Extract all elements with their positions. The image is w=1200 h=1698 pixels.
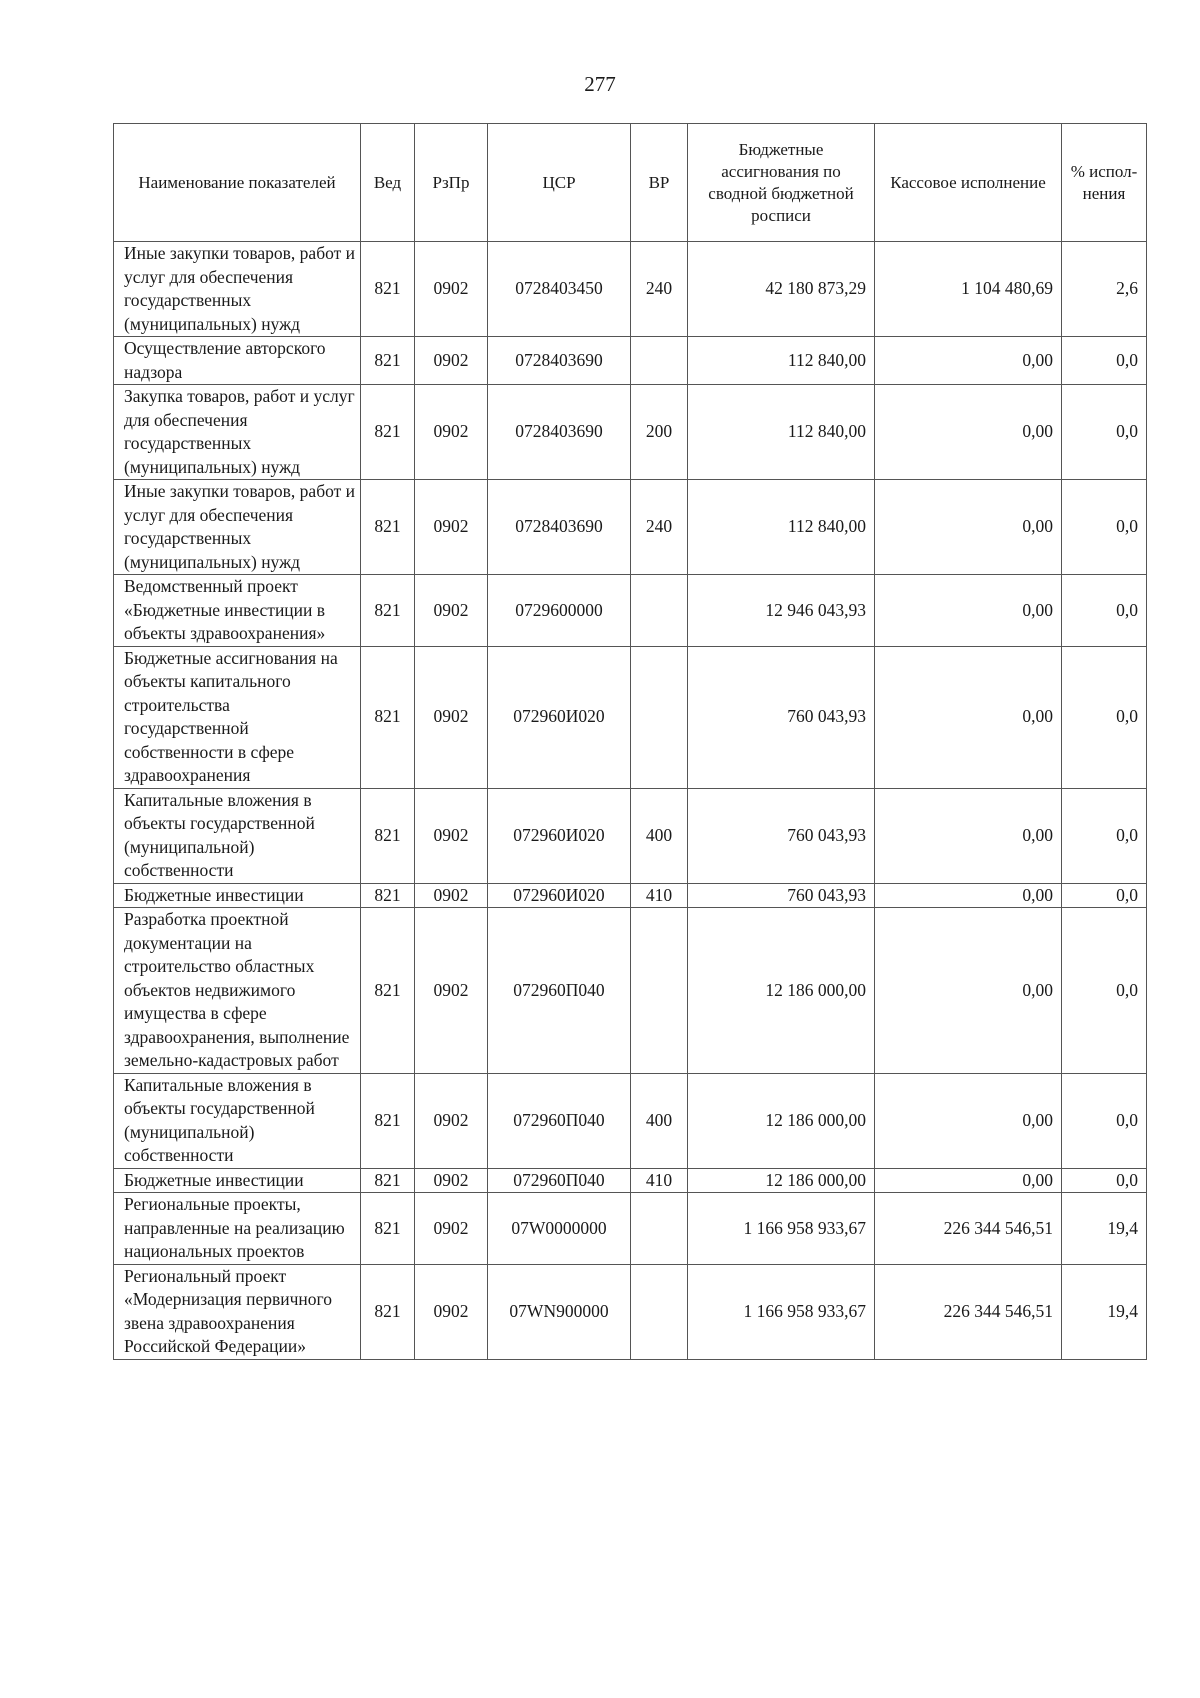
cell-rzpr: 0902: [415, 646, 488, 788]
cell-percent: 0,0: [1062, 908, 1147, 1074]
cell-percent: 0,0: [1062, 337, 1147, 385]
cell-percent: 19,4: [1062, 1193, 1147, 1265]
cell-name: Региональный проект «Модернизация первичного звена здравоохранения Российской Федерации»: [114, 1264, 361, 1359]
cell-cash: 1 104 480,69: [875, 242, 1062, 337]
cell-cash: 226 344 546,51: [875, 1264, 1062, 1359]
cell-vr: 410: [631, 883, 688, 908]
table-row: [114, 788, 1147, 883]
cell-ved: 821: [361, 337, 415, 385]
cell-percent: 0,0: [1062, 646, 1147, 788]
cell-rzpr: 0902: [415, 480, 488, 575]
table-row: [114, 883, 1147, 908]
cell-vr: 400: [631, 1073, 688, 1168]
cell-name: Капитальные вложения в объекты государственной (муниципальной) собственности: [114, 788, 361, 883]
cell-name: Иные закупки товаров, работ и услуг для обеспечения государственных (муниципальных) нужд: [114, 480, 361, 575]
cell-csr: 072960П040: [488, 1073, 631, 1168]
cell-name: Ведомственный проект «Бюджетные инвестиции в объекты здравоохранения»: [114, 575, 361, 647]
cell-vr: [631, 646, 688, 788]
cell-csr: 07WN900000: [488, 1264, 631, 1359]
cell-assignments: 112 840,00: [688, 385, 875, 480]
table-row: [114, 385, 1147, 480]
cell-cash: 0,00: [875, 788, 1062, 883]
cell-vr: 410: [631, 1168, 688, 1193]
header-percent: % испол-нения: [1062, 124, 1147, 242]
cell-vr: [631, 575, 688, 647]
cell-assignments: 12 946 043,93: [688, 575, 875, 647]
cell-ved: 821: [361, 883, 415, 908]
cell-assignments: 760 043,93: [688, 788, 875, 883]
cell-csr: 07W0000000: [488, 1193, 631, 1265]
cell-percent: 0,0: [1062, 1073, 1147, 1168]
cell-csr: 072960И020: [488, 646, 631, 788]
table-row: [114, 1168, 1147, 1193]
cell-ved: 821: [361, 480, 415, 575]
header-csr: ЦСР: [488, 124, 631, 242]
table-row: [114, 1073, 1147, 1168]
header-vr: ВР: [631, 124, 688, 242]
cell-rzpr: 0902: [415, 337, 488, 385]
cell-csr: 072960И020: [488, 883, 631, 908]
table-body: [114, 242, 1147, 1360]
cell-name: Бюджетные инвестиции: [114, 883, 361, 908]
cell-rzpr: 0902: [415, 908, 488, 1074]
page-number: 277: [584, 72, 616, 96]
cell-assignments: 12 186 000,00: [688, 1168, 875, 1193]
cell-cash: 226 344 546,51: [875, 1193, 1062, 1265]
table-row: [114, 575, 1147, 647]
cell-assignments: 12 186 000,00: [688, 1073, 875, 1168]
cell-ved: 821: [361, 575, 415, 647]
cell-cash: 0,00: [875, 883, 1062, 908]
cell-rzpr: 0902: [415, 385, 488, 480]
header-ved: Вед: [361, 124, 415, 242]
cell-percent: 0,0: [1062, 788, 1147, 883]
cell-csr: 0728403690: [488, 337, 631, 385]
cell-percent: 2,6: [1062, 242, 1147, 337]
header-name: Наименование показателей: [114, 124, 361, 242]
cell-ved: 821: [361, 385, 415, 480]
cell-csr: 072960И020: [488, 788, 631, 883]
cell-ved: 821: [361, 788, 415, 883]
table-row: [114, 337, 1147, 385]
cell-vr: 240: [631, 242, 688, 337]
table-row: [114, 908, 1147, 1074]
cell-name: Бюджетные ассигнования на объекты капитального строительства государственной собственности в сфере здравоохранения: [114, 646, 361, 788]
cell-name: Капитальные вложения в объекты государственной (муниципальной) собственности: [114, 1073, 361, 1168]
cell-ved: 821: [361, 1073, 415, 1168]
cell-vr: [631, 1193, 688, 1265]
cell-assignments: 760 043,93: [688, 646, 875, 788]
cell-csr: 072960П040: [488, 1168, 631, 1193]
cell-cash: 0,00: [875, 1073, 1062, 1168]
cell-percent: 0,0: [1062, 385, 1147, 480]
cell-name: Региональные проекты, направленные на реализацию национальных проектов: [114, 1193, 361, 1265]
cell-vr: 240: [631, 480, 688, 575]
cell-cash: 0,00: [875, 480, 1062, 575]
cell-ved: 821: [361, 908, 415, 1074]
cell-assignments: 112 840,00: [688, 337, 875, 385]
table-row: [114, 242, 1147, 337]
cell-percent: 19,4: [1062, 1264, 1147, 1359]
table-header: [114, 124, 1147, 242]
cell-assignments: 760 043,93: [688, 883, 875, 908]
header-rzpr: РзПр: [415, 124, 488, 242]
header-cash: Кассовое исполнение: [875, 124, 1062, 242]
header-row: [114, 124, 1147, 242]
cell-name: Разработка проектной документации на строительство областных объектов недвижимого имущества в сфере здравоохранения, выполнение земельно-кадастровых работ: [114, 908, 361, 1074]
cell-cash: 0,00: [875, 575, 1062, 647]
cell-ved: 821: [361, 646, 415, 788]
table-row: [114, 1193, 1147, 1265]
cell-name: Осуществление авторского надзора: [114, 337, 361, 385]
cell-ved: 821: [361, 1264, 415, 1359]
cell-cash: 0,00: [875, 908, 1062, 1074]
cell-csr: 072960П040: [488, 908, 631, 1074]
cell-assignments: 12 186 000,00: [688, 908, 875, 1074]
cell-rzpr: 0902: [415, 242, 488, 337]
cell-assignments: 1 166 958 933,67: [688, 1264, 875, 1359]
cell-rzpr: 0902: [415, 1193, 488, 1265]
cell-rzpr: 0902: [415, 1168, 488, 1193]
cell-name: Иные закупки товаров, работ и услуг для обеспечения государственных (муниципальных) нужд: [114, 242, 361, 337]
cell-ved: 821: [361, 1193, 415, 1265]
cell-csr: 0728403690: [488, 385, 631, 480]
cell-name: Бюджетные инвестиции: [114, 1168, 361, 1193]
cell-assignments: 112 840,00: [688, 480, 875, 575]
cell-assignments: 42 180 873,29: [688, 242, 875, 337]
cell-vr: [631, 908, 688, 1074]
cell-percent: 0,0: [1062, 1168, 1147, 1193]
cell-vr: [631, 1264, 688, 1359]
cell-vr: 200: [631, 385, 688, 480]
cell-cash: 0,00: [875, 337, 1062, 385]
cell-percent: 0,0: [1062, 575, 1147, 647]
cell-cash: 0,00: [875, 646, 1062, 788]
table-row: [114, 480, 1147, 575]
cell-assignments: 1 166 958 933,67: [688, 1193, 875, 1265]
cell-percent: 0,0: [1062, 883, 1147, 908]
header-assignments: Бюджетные ассигнования по сводной бюджетной росписи: [688, 124, 875, 242]
cell-cash: 0,00: [875, 1168, 1062, 1193]
cell-rzpr: 0902: [415, 883, 488, 908]
cell-csr: 0729600000: [488, 575, 631, 647]
cell-cash: 0,00: [875, 385, 1062, 480]
cell-vr: [631, 337, 688, 385]
cell-csr: 0728403450: [488, 242, 631, 337]
cell-rzpr: 0902: [415, 1073, 488, 1168]
table-row: [114, 646, 1147, 788]
table-row: [114, 1264, 1147, 1359]
cell-ved: 821: [361, 1168, 415, 1193]
cell-rzpr: 0902: [415, 1264, 488, 1359]
cell-name: Закупка товаров, работ и услуг для обеспечения государственных (муниципальных) нужд: [114, 385, 361, 480]
cell-rzpr: 0902: [415, 788, 488, 883]
cell-ved: 821: [361, 242, 415, 337]
cell-vr: 400: [631, 788, 688, 883]
cell-percent: 0,0: [1062, 480, 1147, 575]
cell-rzpr: 0902: [415, 575, 488, 647]
cell-csr: 0728403690: [488, 480, 631, 575]
budget-execution-table: [113, 123, 1147, 1360]
